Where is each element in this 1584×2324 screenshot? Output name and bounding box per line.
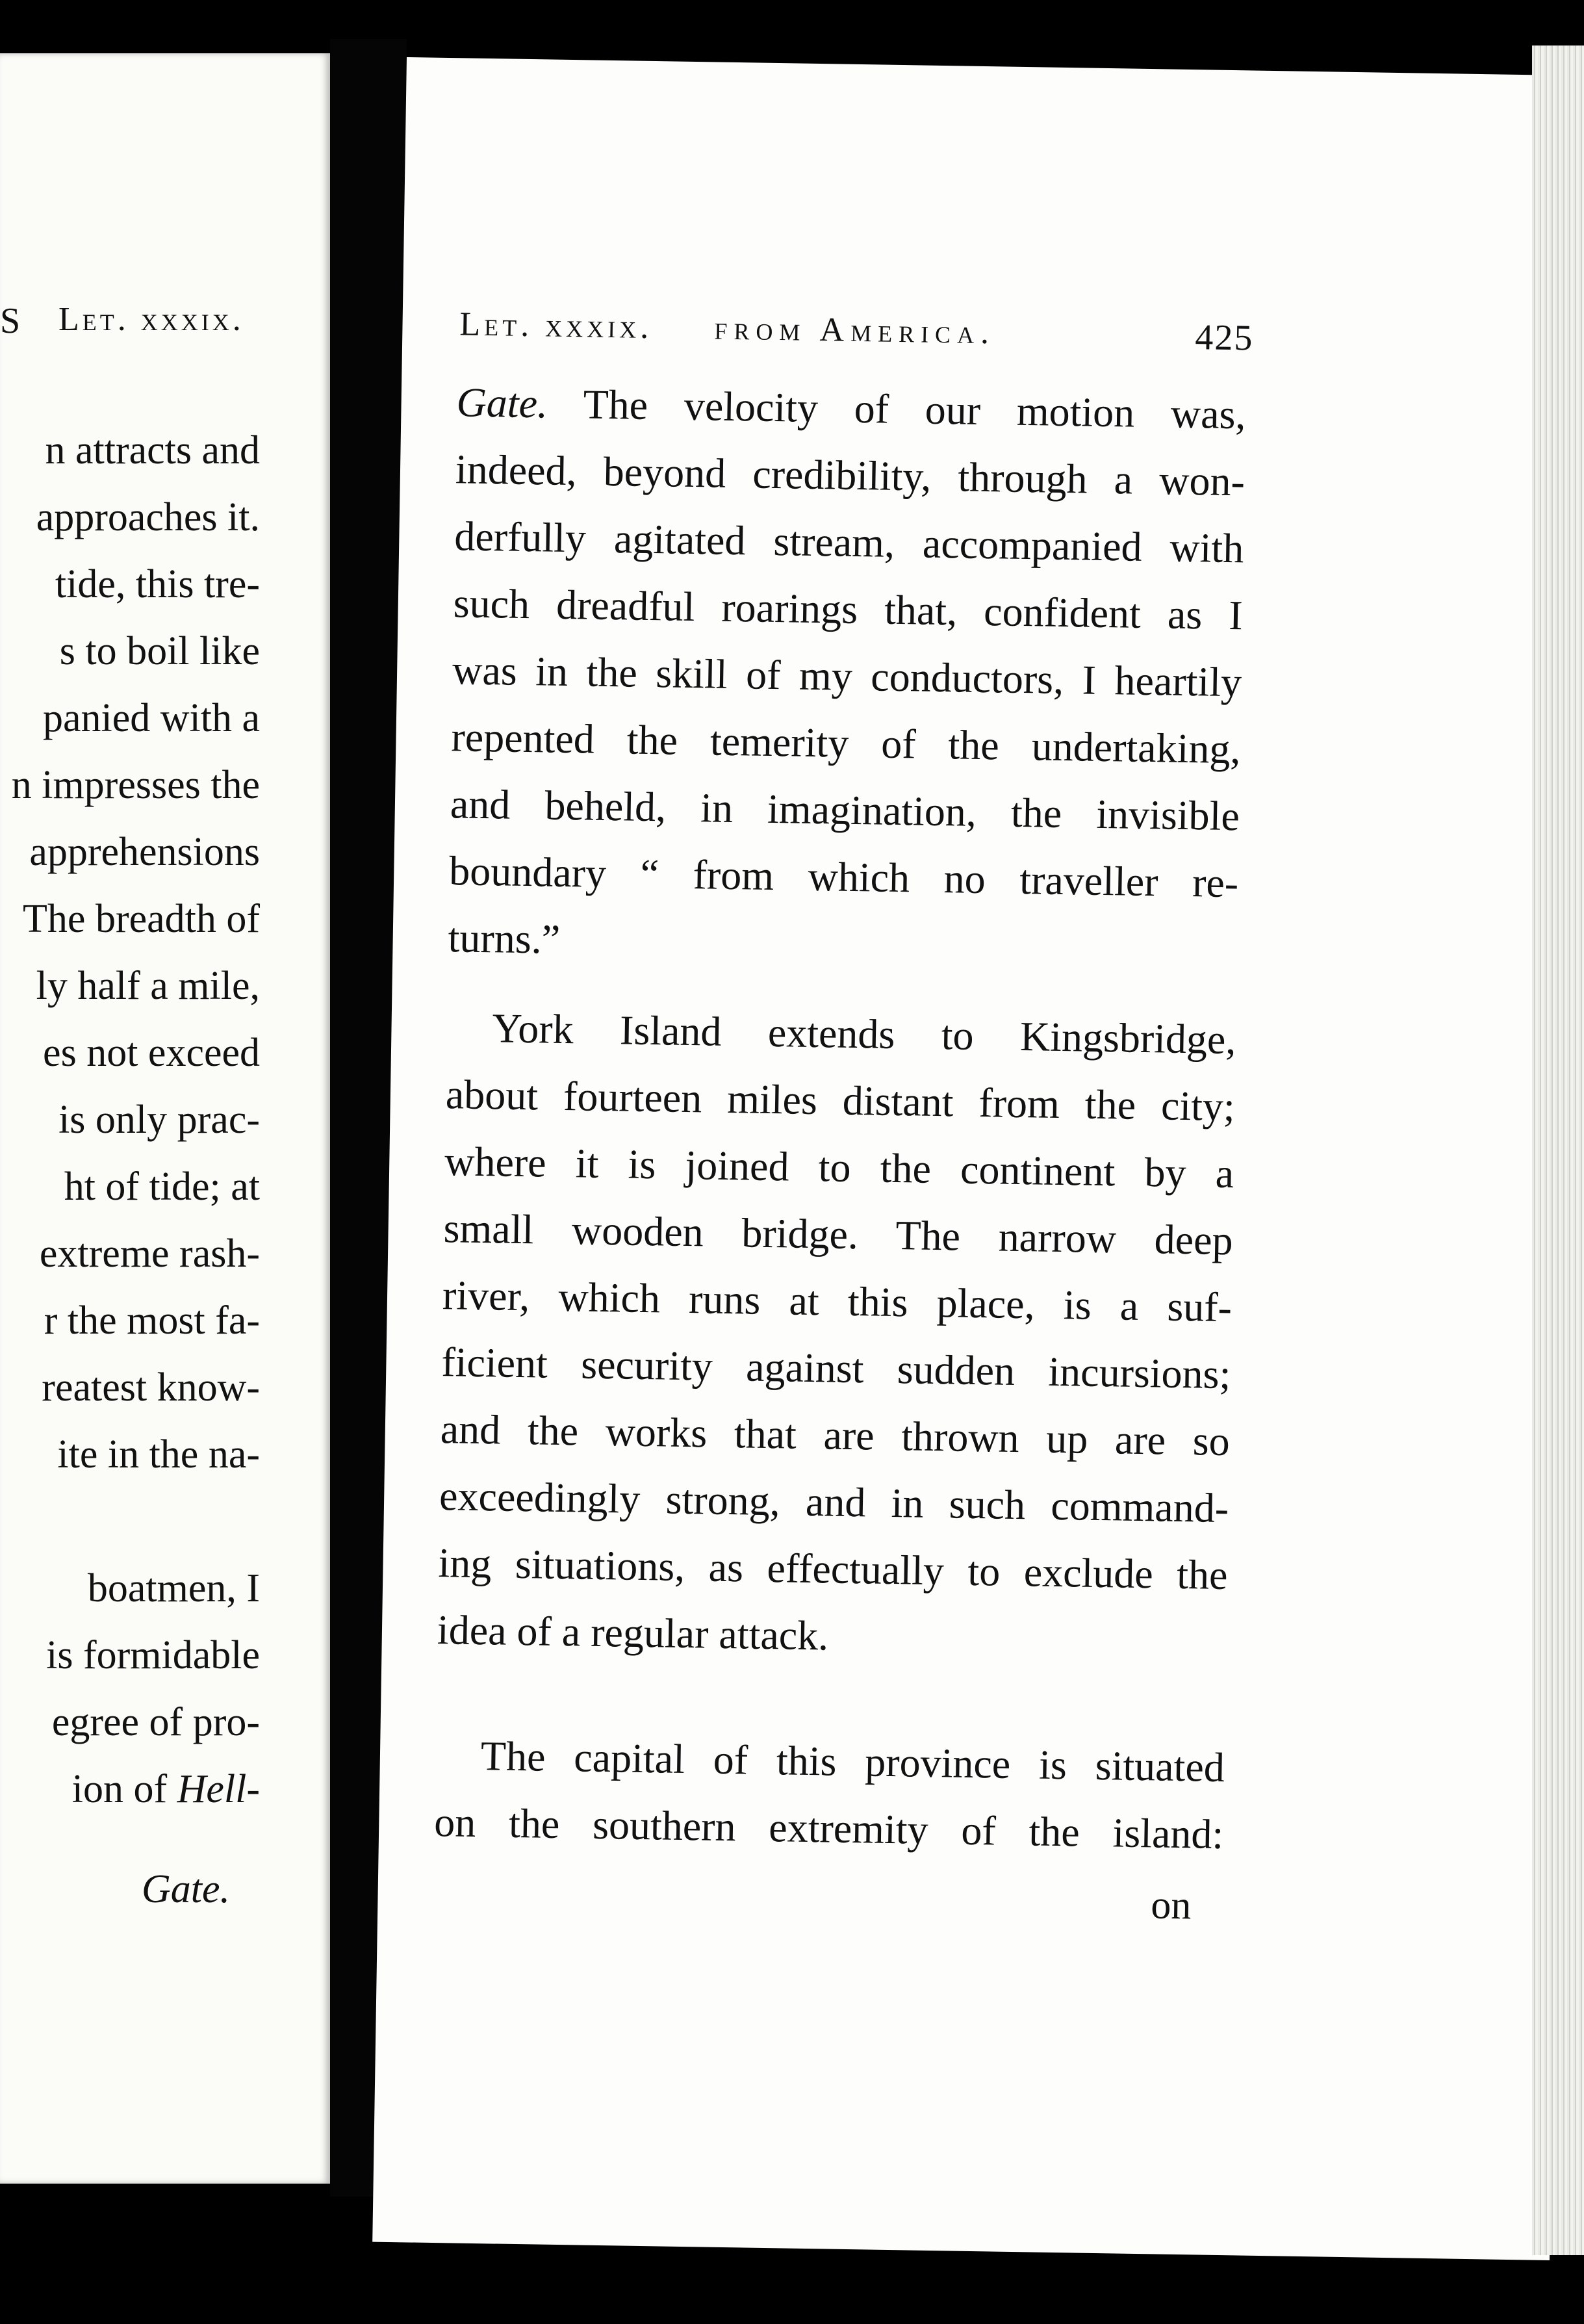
- text-line: boatmen, I: [87, 1566, 260, 1610]
- text-line: such dreadful roarings that, confident as I: [453, 580, 1244, 639]
- text-line: egree of pro-: [51, 1700, 260, 1744]
- left-catchword: Gate.: [142, 1867, 231, 1911]
- text-line: where it is joined to the continent by a: [444, 1138, 1234, 1197]
- text-line: apprehensions: [29, 830, 260, 874]
- left-running-head: Let. xxxix.: [58, 301, 244, 338]
- page-edges: [1532, 45, 1584, 2255]
- text-line: turns.”: [448, 914, 561, 962]
- text-line: approaches it.: [36, 495, 260, 539]
- text-line: extreme rash-: [39, 1232, 260, 1276]
- text-line: The capital of this province is situated: [480, 1733, 1225, 1791]
- text-line: panied with a: [42, 696, 260, 740]
- text-line: s to boil like: [59, 629, 260, 673]
- text-line: derfully agitated stream, accompanied with: [453, 513, 1244, 572]
- left-page: [0, 53, 330, 2184]
- text-line: ficient security against sudden incursions;: [441, 1339, 1231, 1398]
- text-line: York Island extends to Kingsbridge,: [491, 1005, 1236, 1063]
- right-running-head-letter: Let. xxxix.: [459, 305, 653, 346]
- paragraph-3: [434, 1722, 1225, 1868]
- text-line: r the most fa-: [44, 1298, 260, 1343]
- text-line: and beheld, in imagination, the invisible: [450, 781, 1240, 840]
- text-line: repented the temerity of the undertaking,: [451, 714, 1241, 773]
- text-line: indeed, beyond credibility, through a won-: [455, 446, 1245, 505]
- page-number: 425: [1194, 317, 1254, 359]
- paragraph-2: [437, 994, 1236, 1675]
- text-line: ion of Hell-: [71, 1767, 260, 1811]
- text-line: ht of tide; at: [64, 1165, 260, 1209]
- text-line: n impresses the: [11, 763, 260, 807]
- text-line: idea of a regular attack.: [437, 1607, 829, 1659]
- text-line: tide, this tre-: [55, 562, 260, 606]
- text-line: about fourteen miles distant from the city;: [445, 1071, 1236, 1130]
- text-line: boundary “ from which no traveller re-: [448, 847, 1239, 907]
- text-line: ly half a mile,: [36, 964, 260, 1008]
- text-line: Gate. The velocity of our motion was,: [456, 379, 1247, 438]
- paragraph-1: [448, 368, 1246, 983]
- text-line: n attracts and: [45, 428, 260, 472]
- text-line: exceedingly strong, and in such command-: [439, 1473, 1229, 1532]
- text-line: The breadth of: [23, 897, 260, 941]
- text-line: reatest know-: [42, 1365, 260, 1410]
- text-line: small wooden bridge. The narrow deep: [443, 1205, 1234, 1264]
- right-catchword: on: [1150, 1883, 1192, 1928]
- right-running-head-title: from America.: [714, 309, 996, 352]
- left-running-head-fragment: S: [0, 301, 21, 341]
- text-line: is only prac-: [58, 1098, 260, 1142]
- text-line: is formidable: [46, 1633, 260, 1677]
- right-page: [372, 57, 1584, 2260]
- text-line: [0, 1488, 260, 1555]
- text-line: on the southern extremity of the island:: [433, 1799, 1224, 1858]
- text-line: ite in the na-: [57, 1432, 260, 1477]
- text-line: ing situations, as effectually to exclude the: [438, 1540, 1229, 1599]
- text-line: es not exceed: [43, 1031, 260, 1075]
- left-page-text: [0, 417, 260, 1823]
- text-line: river, which runs at this place, is a suf-: [442, 1272, 1233, 1331]
- text-line: and the works that are thrown up are so: [440, 1406, 1231, 1465]
- text-line: was in the skill of my conductors, I heartily: [452, 647, 1242, 706]
